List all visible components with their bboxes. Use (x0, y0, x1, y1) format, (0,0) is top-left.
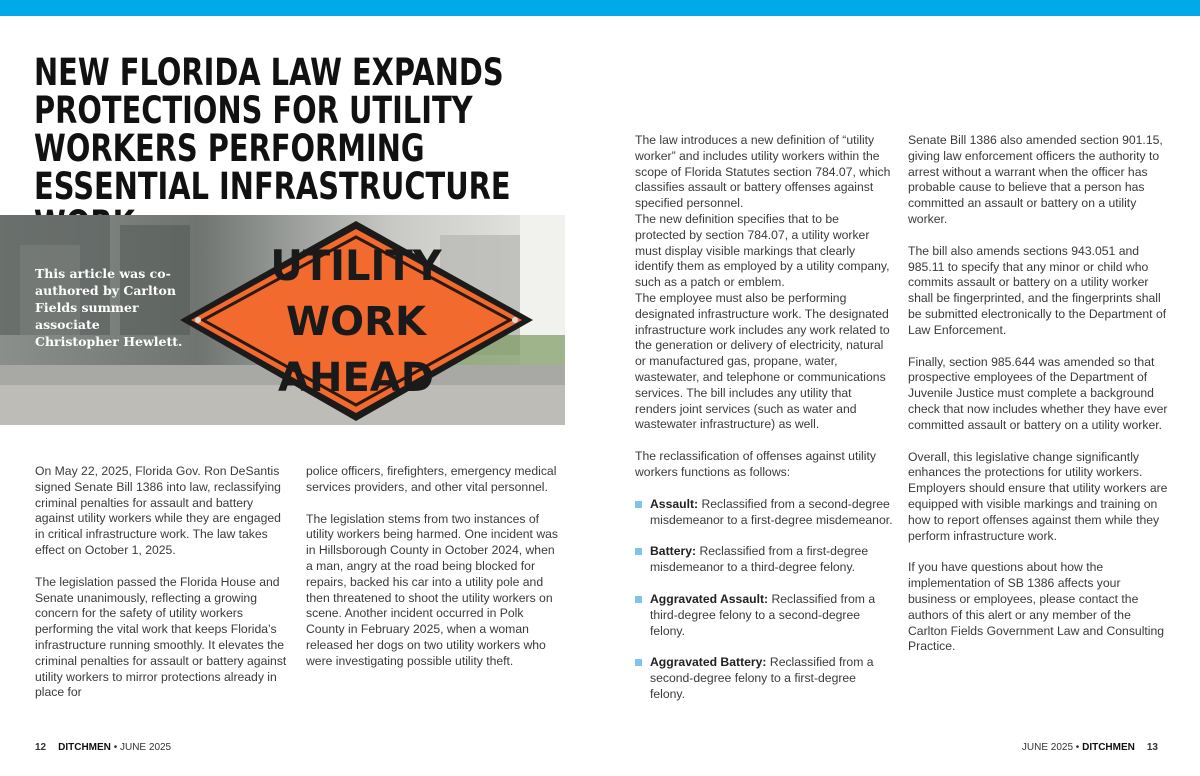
page-number-left: 12 (35, 742, 47, 753)
issue-date: JUNE 2025 (1021, 742, 1074, 753)
byline-caption: This article was co-authored by Carlton Fields summer associate Christopher Hewlett. (35, 266, 183, 349)
paragraph: The legislation passed the Florida House and Senate unanimously, reflecting a growing concern for the safety of utility workers performing the vital work that keeps Florida’s infrastructure running smoothly. It elevates the criminal penalties for assault or battery against utility workers to mirror protections already in place for (35, 574, 287, 700)
text-column-2 (306, 464, 558, 686)
paragraph: On May 22, 2025, Florida Gov. Ron DeSantis signed Senate Bill 1386 into law, reclassifying criminal penalties for assault and battery against utility workers while they are engaged in critical infrastructure work. The law takes effect on October 1, 2025. (35, 464, 281, 557)
top-accent-bar (0, 0, 1200, 16)
page-number-right: 13 (1146, 742, 1158, 753)
article-headline: NEW FLORIDA LAW EXPANDS PROTECTIONS FOR UTILITY WORKERS PERFORMING ESSENTIAL INFRASTRUCTURE (34, 51, 511, 208)
list-item-term: Battery: (650, 544, 697, 559)
list-item-text: Reclassified from a first-degree misdemeanor to a third-degree felony. (650, 544, 869, 575)
paragraph: The legislation stems from two instances of utility workers being harmed. One incident was in Hillsborough County in October 2024, when a man, angry at the road being blocked for repairs, backed his car into a utility pole and then threatened to shoot the utility workers on scene. Another incident occurred in Polk County in February 2025, when a woman released her dogs on two utility workers who were investigating possible utility theft. (306, 511, 558, 668)
paragraph: The law introduces a new definition of “utility worker” and includes utility workers within the scope of Florida Statutes section 784.07, which classifies assault or battery offenses against specified personnel. (635, 133, 891, 211)
paragraph: Finally, section 985.644 was amended so that prospective employees of the Department of Juvenile Justice must complete a background check that now includes whether they have ever committed assault or battery on a utility worker. (908, 354, 1168, 432)
footer-separator: • (113, 742, 118, 753)
list-item (635, 655, 893, 702)
text-column-1 (35, 464, 287, 717)
sign-text-line-2: WORK (286, 299, 426, 345)
reclassification-list (635, 497, 893, 703)
publication-name: DITCHMEN (58, 742, 111, 753)
list-item (635, 544, 893, 576)
footer-right (1022, 742, 1158, 753)
paragraph: The bill also amends sections 943.051 and 985.11 to specify that any minor or child who commits assault or battery on a utility worker shall be fingerprinted, and the fingerprints shall be submitted electronically to the Department of Law Enforcement. (908, 243, 1167, 337)
list-item-term: Assault: (650, 496, 699, 511)
paragraph: The new definition specifies that to be protected by section 784.07, a utility worker must display visible markings that clearly identify them as employed by a utility company, such as a patch or emblem. (635, 211, 890, 290)
list-item-term: Aggravated Assault: (650, 591, 769, 606)
list-item (635, 592, 893, 639)
sign-text-line-1: UTILITY (270, 241, 442, 291)
paragraph: Overall, this legislative change significantly enhances the protections for utility workers. Employers should ensure that utility workers are equipped with visible markings and training on how to report offenses against them while they perform infrastructure work. (908, 449, 1168, 543)
paragraph: The employee must also be performing designated infrastructure work. The designated infrastructure work includes any work related to the generation or delivery of electricity, natural or manufactured gas, propane, water, wastewater, and telephone or communications services. The bill includes any utility that renders joint services (such as water and wastewater infrastructure) as well. (635, 290, 890, 432)
list-item-text: Reclassified from a second-degree felony to a first-degree felony. (650, 655, 874, 701)
list-item (635, 497, 893, 529)
issue-date: JUNE 2025 (119, 742, 172, 753)
paragraph: police officers, firefighters, emergency medical services providers, and other vital personnel. (306, 464, 557, 494)
paragraph: The reclassification of offenses against utility workers functions as follows: (635, 449, 876, 479)
list-item-text: Reclassified from a third-degree felony to a second-degree felony. (650, 591, 876, 638)
paragraph: Senate Bill 1386 also amended section 901.15, giving law enforcement officers the authority to arrest without a warrant when the officer has probable cause to believe that a person has committed an assault or battery on a utility worker. (908, 133, 1163, 226)
paragraph: If you have questions about how the implementation of SB 1386 affects your business or employees, please contact the authors of this alert or any member of the Carlton Fields Government Law and Consulting Practice. (908, 560, 1165, 654)
publication-name: DITCHMEN (1082, 742, 1135, 753)
text-column-4 (908, 133, 1170, 671)
text-column-3 (635, 133, 893, 719)
list-item-text: Reclassified from a second-degree misdemeanor to a first-degree misdemeanor. (650, 496, 893, 527)
list-item-term: Aggravated Battery: (650, 655, 767, 670)
footer-separator: • (1075, 742, 1080, 753)
footer-left (35, 742, 171, 753)
sign-text-line-3: AHEAD (278, 355, 434, 401)
